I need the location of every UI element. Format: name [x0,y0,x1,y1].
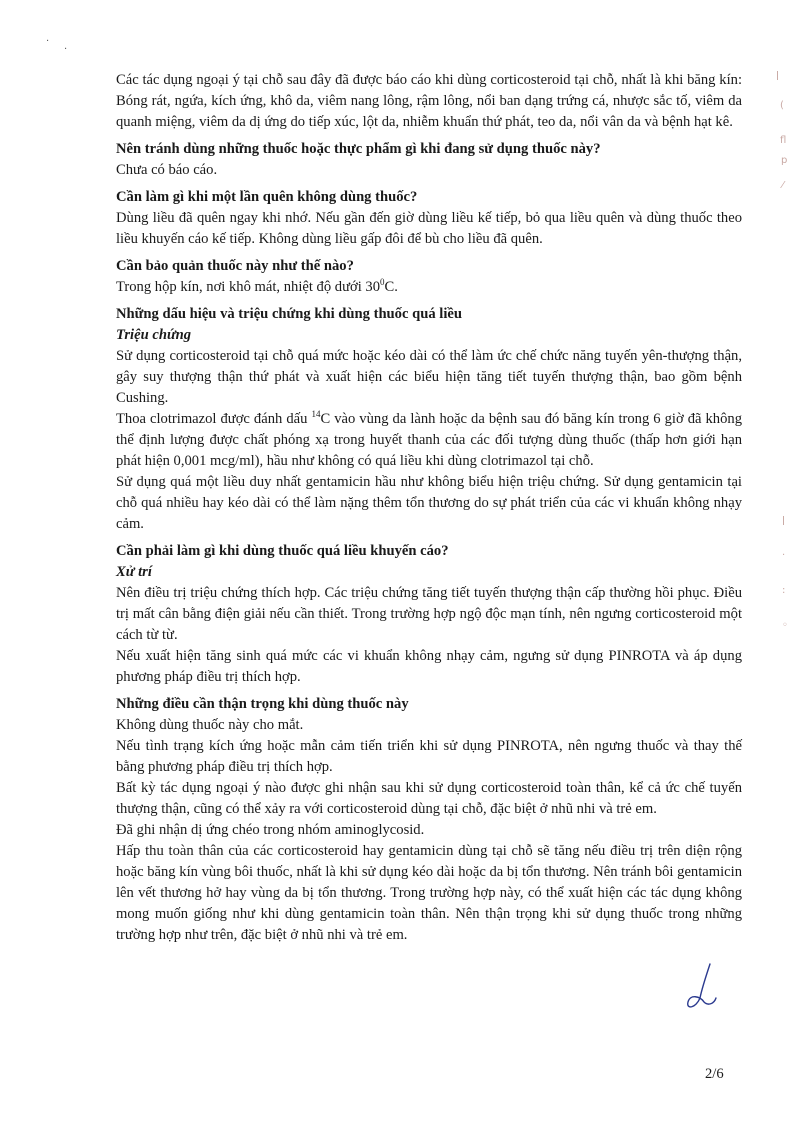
avoid-heading: Nên tránh dùng những thuốc hoặc thực phẩm gì khi đang sử dụng thuốc này? [116,141,601,157]
margin-stamp-mark: p [781,155,788,166]
treatment-heading: Cần phải làm gì khi dùng thuốc quá liều khuyến cáo? [116,543,449,559]
side-effects-paragraph: Các tác dụng ngoại ý tại chỗ sau đây đã được báo cáo khi dùng corticosteroid tại chỗ, nhất là khi băng kín: Bóng rát, ngứa, kích ứng, khô da, viêm nang lông, rậm lông, nổi ban dạng trứng cá, nhược sắc tố, viêm da quanh miệng, viêm da dị ứng do tiếp xúc, lột da, nhiễm khuẩn thứ phát, teo da, nổi vân da và bệnh hạt kê. [116,72,742,130]
treatment-subheading: Xử trí [116,564,152,580]
caution-paragraph-4: Đã ghi nhận dị ứng chéo trong nhóm aminoglycosid. [116,822,425,838]
caution-paragraph-2: Nếu tình trạng kích ứng hoặc mẫn cảm tiến triển khi sử dụng PINROTA, nên ngưng thuốc và thay thế bằng phương pháp điều trị thích hợp. [116,738,742,775]
symptoms-subheading: Triệu chứng [116,327,192,343]
margin-stamp-mark: ǀ [776,70,779,81]
document-body [116,70,742,946]
caution-paragraph-3: Bất kỳ tác dụng ngoại ý nào được ghi nhận sau khi sử dụng corticosteroid toàn thân, kể cả ức chế tuyến thượng thận, cũng có thể xảy ra với corticosteroid dùng tại chỗ, đặc biệt ở nhũ nhi và trẻ em. [116,780,742,817]
caution-paragraph-5: Hấp thu toàn thân của các corticosteroid hay gentamicin dùng tại chỗ sẽ tăng nếu điều trị trên diện rộng hoặc băng kín vùng bôi thuốc, nhất là khi sử dụng kéo dài hoặc da bị tổn thương. Nên tránh bôi gentamicin lên vết thương hở hay vùng da bị tổn thương. Trong trường hợp này, có thể xuất hiện các tác dụng không mong muốn giống như khi dùng gentamicin toàn thân. Nên thận trọng khi sử dụng thuốc trong những trường hợp như trên, đặc biệt ở nhũ nhi và trẻ em. [116,843,742,943]
storage-heading: Cần bảo quản thuốc này như thế nào? [116,258,354,274]
margin-stamp-mark: fl [780,135,787,146]
margin-stamp-mark: : [782,585,786,596]
margin-stamp-mark: ( [780,100,784,111]
avoid-text: Chưa có báo cáo. [116,162,218,178]
symptoms-paragraph-2: Thoa clotrimazol được đánh dấu $^{14}$C vào vùng da lành hoặc da bệnh sau đó băng kín trong 6 giờ đã không thể định lượng được chất phóng xạ trong huyết thanh của các đối tượng dùng thuốc (thấp hơn giới hạn phát hiện 0,001 mcg/ml), hầu như không có quá liều khi dùng clotrimazol tại chỗ. [116,409,742,469]
page-number: 2/6 [705,1066,724,1082]
symptoms-paragraph-3: Sử dụng quá một liều duy nhất gentamicin hầu như không biểu hiện triệu chứng. Sử dụng gentamicin tại chỗ quá nhiều hay kéo dài có thể làm nặng thêm tổn thương do sự phát triển của các vi khuẩn không nhạy cảm. [116,474,742,532]
overdose-heading: Những dấu hiệu và triệu chứng khi dùng thuốc quá liều [116,306,462,322]
margin-stamp-mark: · [782,550,786,561]
missed-dose-heading: Cần làm gì khi một lần quên không dùng thuốc? [116,189,418,205]
scan-speck: · [64,44,68,55]
caution-paragraph-1: Không dùng thuốc này cho mắt. [116,717,304,733]
margin-stamp-mark: ⁄ [782,180,784,191]
caution-heading: Những điều cần thận trọng khi dùng thuốc này [116,696,409,712]
symptoms-paragraph-1: Sử dụng corticosteroid tại chỗ quá mức hoặc kéo dài có thể làm ức chế chức năng tuyến yên-thượng thận, gây suy thượng thận thứ phát và xuất hiện các biểu hiện tăng tiết tuyến thượng thận, bao gồm bệnh Cushing. [116,348,742,406]
signature-mark [682,962,722,1012]
scan-speck: · [46,36,50,47]
missed-dose-text: Dùng liều đã quên ngay khi nhớ. Nếu gần đến giờ dùng liều kế tiếp, bỏ qua liều quên và dùng thuốc theo liều khuyến cáo kế tiếp. Không dùng liều gấp đôi để bù cho liều đã quên. [116,210,742,247]
treatment-paragraph-1: Nên điều trị triệu chứng thích hợp. Các triệu chứng tăng tiết tuyến thượng thận cấp thường hồi phục. Điều trị mất cân bằng điện giải nếu cần thiết. Trong trường hợp ngộ độc mạn tính, nên ngưng corticosteroid một cách từ từ. [116,585,742,643]
margin-stamp-mark: ǀ [782,515,785,526]
storage-text: Trong hộp kín, nơi khô mát, nhiệt độ dưới $30^0C$. [116,277,398,295]
treatment-paragraph-2: Nếu xuất hiện tăng sinh quá mức các vi khuẩn không nhạy cảm, ngưng sử dụng PINROTA và áp dụng phương pháp điều trị thích hợp. [116,648,742,685]
margin-stamp-mark: ◦ [782,620,788,631]
